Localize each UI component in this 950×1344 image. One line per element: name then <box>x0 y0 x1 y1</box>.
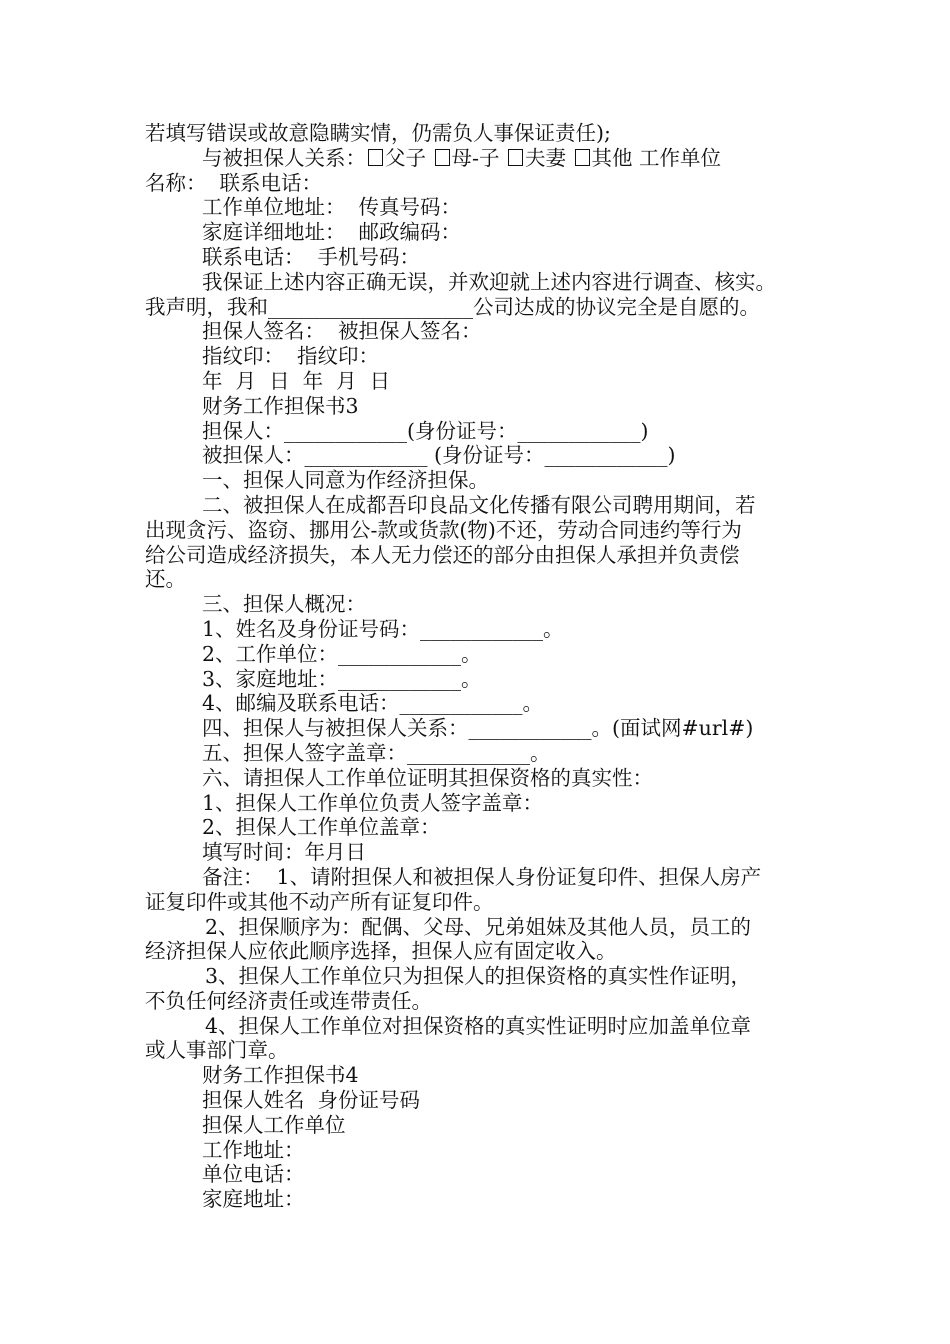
text-line: 工作地址： <box>202 1137 305 1162</box>
section-title: 财务工作担保书3 <box>202 393 359 418</box>
text-line: 2、担保顺序为：配偶、父母、兄弟姐妹及其他人员，员工的 <box>205 914 752 939</box>
text-line: 担保人签名： 被担保人签名： <box>202 319 482 344</box>
text-line: 经济担保人应依此顺序选择，担保人应有固定收入。 <box>145 939 617 964</box>
text-line: 名称： 联系电话： <box>145 170 323 195</box>
text-line: 证复印件或其他不动产所有证复印件。 <box>145 889 494 914</box>
checkbox-icon[interactable] <box>508 149 523 166</box>
relation-option-label: 夫妻 <box>525 145 566 170</box>
text-line: 担保人工作单位 <box>202 1112 346 1137</box>
text-line: 四、担保人与被担保人关系：____________。(面试网#url#) <box>202 716 754 741</box>
text-line: 2、工作单位：____________。 <box>202 641 482 666</box>
text-line: 家庭地址： <box>202 1187 305 1212</box>
text-line: 工作单位地址： 传真号码： <box>202 195 462 220</box>
checkbox-icon[interactable] <box>435 149 450 166</box>
text-line: 指纹印： 指纹印： <box>202 344 380 369</box>
text-line: 不负任何经济责任或连带责任。 <box>145 988 432 1013</box>
text-line: 担保人姓名 身份证号码 <box>202 1088 421 1113</box>
text-line: 4、担保人工作单位对担保资格的真实性证明时应加盖单位章 <box>205 1013 752 1038</box>
text-line: 或人事部门章。 <box>145 1038 289 1063</box>
text-line: 联系电话： 手机号码： <box>202 244 421 269</box>
text-line: 我保证上述内容正确无误，并欢迎就上述内容进行调查、核实。 <box>202 269 776 294</box>
relation-option-label: 母-子 <box>451 145 500 170</box>
text-line: 出现贪污、盗窃、挪用公-款或货款(物)不还，劳动合同违约等行为 <box>145 517 742 542</box>
text-line: 被担保人：____________ (身份证号：____________) <box>202 443 676 468</box>
text-line: 若填写错误或故意隐瞒实情，仍需负人事保证责任); <box>145 121 611 145</box>
text-line: 备注： 1、请附担保人和被担保人身份证复印件、担保人房产 <box>202 864 762 889</box>
text-line: 3、担保人工作单位只为担保人的担保资格的真实性作证明， <box>205 964 752 989</box>
relation-line <box>145 146 825 171</box>
text-line: 3、家庭地址：____________。 <box>202 666 482 691</box>
checkbox-icon[interactable] <box>575 149 590 166</box>
text-line: 五、担保人签字盖章：____________。 <box>202 740 551 765</box>
section-title: 财务工作担保书4 <box>202 1063 359 1088</box>
relation-prefix: 与被担保人关系： <box>202 145 366 170</box>
text-line: 六、请担保人工作单位证明其担保资格的真实性： <box>202 765 653 790</box>
text-line: 还。 <box>145 567 186 592</box>
relation-option-label: 其他 <box>591 145 633 170</box>
relation-option-label: 父子 <box>385 145 426 170</box>
checkbox-icon[interactable] <box>368 149 383 166</box>
text-line: 填写时间：年月日 <box>202 840 366 865</box>
text-line: 年 月 日 年 月 日 <box>202 368 391 393</box>
text-line: 一、担保人同意为作经济担保。 <box>202 468 489 493</box>
relation-suffix: 工作单位 <box>632 145 722 170</box>
text-line: 二、被担保人在成都吾印良品文化传播有限公司聘用期间，若 <box>202 492 756 517</box>
text-line: 1、姓名及身份证号码：____________。 <box>202 616 564 641</box>
text-line: 4、邮编及联系电话：____________。 <box>202 691 544 716</box>
text-line: 家庭详细地址： 邮政编码： <box>202 220 462 245</box>
text-line: 单位电话： <box>202 1162 305 1187</box>
text-line: 2、担保人工作单位盖章： <box>202 815 441 840</box>
text-line: 1、担保人工作单位负责人签字盖章： <box>202 790 544 815</box>
text-line: 我声明，我和____________________公司达成的协议完全是自愿的。 <box>145 294 760 319</box>
document-page <box>145 121 825 1212</box>
text-line: 给公司造成经济损失，本人无力偿还的部分由担保人承担并负责偿 <box>145 542 740 567</box>
text-line: 担保人：____________(身份证号：____________) <box>202 418 649 443</box>
text-line: 三、担保人概况： <box>202 592 366 617</box>
